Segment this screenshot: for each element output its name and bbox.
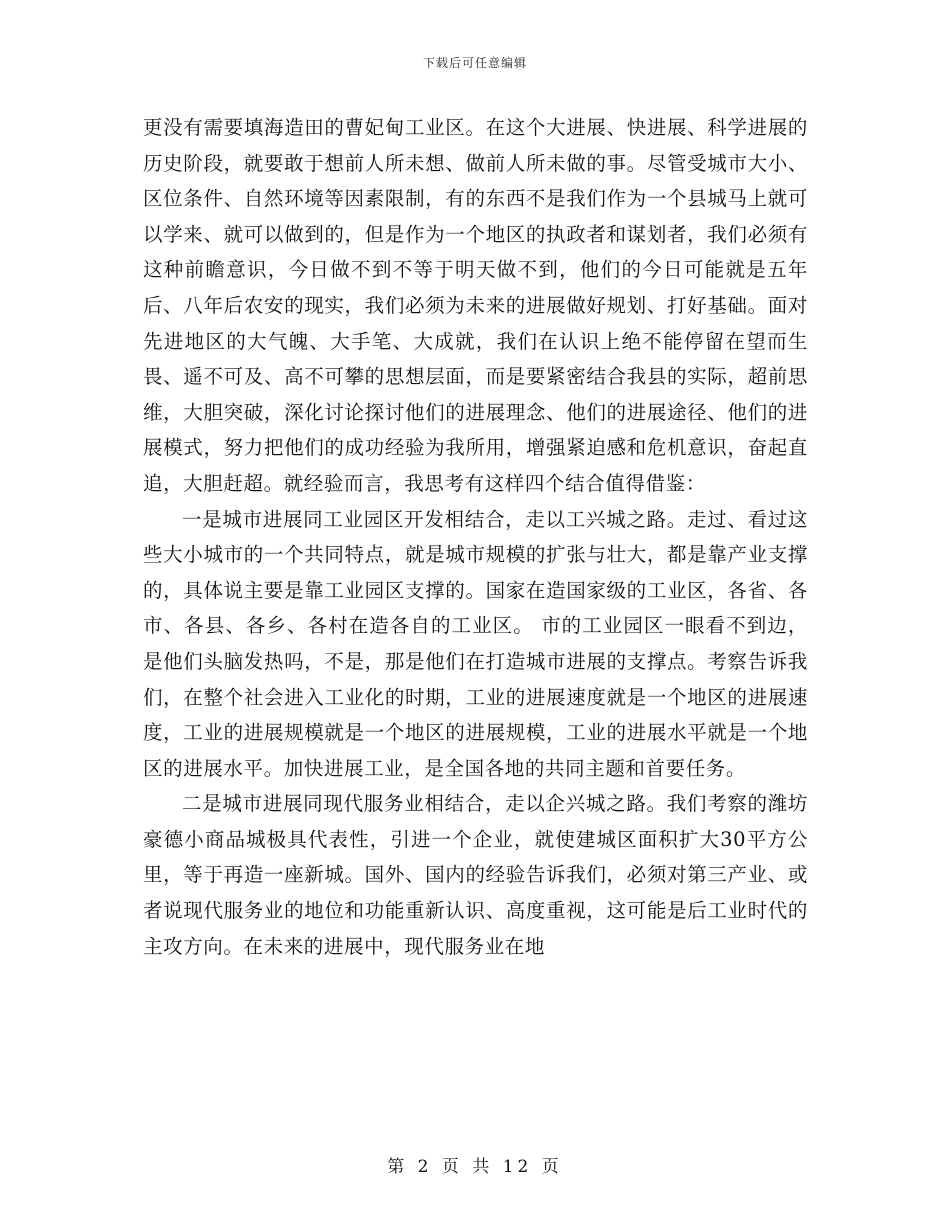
page-header: 下载后可任意编辑: [422, 56, 527, 70]
page-footer: 第 2 页 共 12 页: [387, 1157, 563, 1177]
paragraph-3: 二是城市进展同现代服务业相结合，走以企兴城之路。我们考察的潍坊豪德小商品城极具代表性，引进一个企业，就使建城区面积扩大30平方公里，等于再造一座新城。国外、国内的经验告诉我们，必须对第三产业、或者说现代服务业的地位和功能重新认识、高度重视，这可能是后工业时代的主攻方向。在未来的进展中，现代服务业在地: [143, 792, 808, 958]
document-body: [143, 110, 808, 964]
paragraph-1: 更没有需要填海造田的曹妃甸工业区。在这个大进展、快进展、科学进展的历史阶段，就要敢于想前人所未想、做前人所未做的事。尽管受城市大小、区位条件、自然环境等因素限制，有的东西不是我们作为一个县城马上就可以学来、就可以做到的，但是作为一个地区的执政者和谋划者，我们必须有这种前瞻意识，今日做不到不等于明天做不到，他们的今日可能就是五年后、八年后农安的现实，我们必须为未来的进展做好规划、打好基础。面对先进地区的大气魄、大手笔、大成就，我们在认识上绝不能停留在望而生畏、遥不可及、高不可攀的思想层面，而是要紧密结合我县的实际，超前思维，大胆突破，深化讨论探讨他们的进展理念、他们的进展途径、他们的进展模式，努力把他们的成功经验为我所用，增强紧迫感和危机意识，奋起直追，大胆赶超。就经验而言，我思考有这样四个结合值得借鉴：: [143, 116, 808, 495]
paragraph-2: 一是城市进展同工业园区开发相结合，走以工兴城之路。走过、看过这些大小城市的一个共同特点，就是城市规模的扩张与壮大，都是靠产业支撑的，具体说主要是靠工业园区支撑的。国家在造国家级的工业区，各省、各市、各县、各乡、各村在造各自的工业区。 市的工业园区一眼看不到边，是他们头脑发热吗，不是，那是他们在打造城市进展的支撑点。考察告诉我们，在整个社会进入工业化的时期，工业的进展速度就是一个地区的进展速度，工业的进展规模就是一个地区的进展规模，工业的进展水平就是一个地区的进展水平。加快进展工业，是全国各地的共同主题和首要任务。: [143, 507, 808, 780]
